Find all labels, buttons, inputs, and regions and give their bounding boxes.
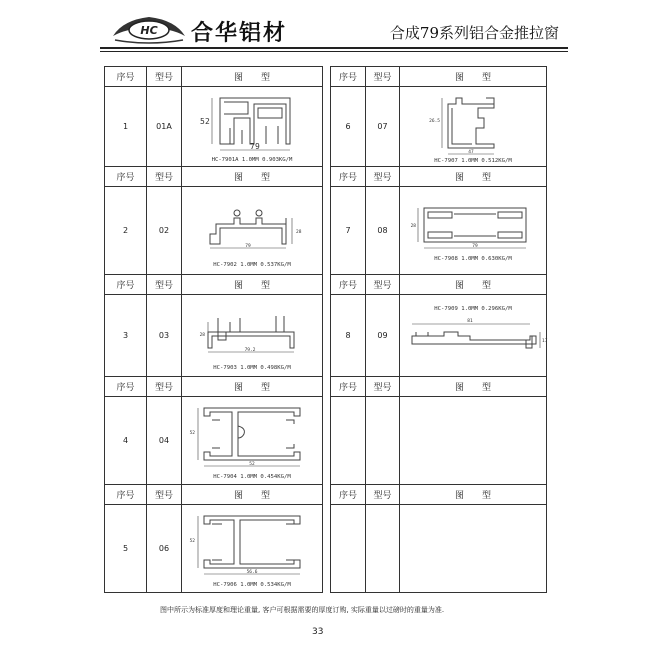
table-row — [105, 295, 323, 377]
header-row — [331, 485, 547, 505]
col-header-seq: 序号 — [105, 167, 147, 187]
col-header-model: 型号 — [366, 485, 400, 505]
height-dim: 28 — [199, 332, 205, 338]
logo-text: HC — [140, 24, 158, 37]
profile-caption: HC-7904 1.0MM 0.454KG/M — [213, 473, 291, 480]
table-row — [105, 87, 323, 167]
model-cell — [366, 397, 400, 485]
width-dim: 79 — [245, 243, 251, 249]
col-header-figure: 图 型 — [182, 167, 323, 187]
header-row — [331, 377, 547, 397]
table-row — [331, 87, 547, 167]
col-header-seq: 序号 — [105, 485, 147, 505]
width-dim: 81 — [467, 318, 473, 324]
profile-caption: HC-7909 1.0MM 0.296KG/M — [434, 305, 512, 312]
col-header-figure: 图 型 — [400, 275, 547, 295]
table-row — [331, 397, 547, 485]
profile-drawing — [182, 188, 322, 274]
col-header-figure: 图 型 — [400, 167, 547, 187]
profile-caption: HC-7903 1.0MM 0.498KG/M — [213, 364, 291, 371]
profile-caption: HC-7908 1.0MM 0.630KG/M — [434, 255, 512, 262]
col-header-figure: 图 型 — [182, 67, 323, 87]
profile-caption: HC-7902 1.0MM 0.537KG/M — [213, 261, 291, 268]
profile-drawing — [400, 188, 546, 274]
header-row — [105, 377, 323, 397]
col-header-figure: 图 型 — [182, 485, 323, 505]
model-cell: 02 — [147, 187, 182, 275]
col-header-seq: 序号 — [105, 377, 147, 397]
profile-drawing — [400, 88, 546, 166]
height-dim: 52 — [199, 116, 210, 126]
header-row — [331, 167, 547, 187]
col-header-model: 型号 — [366, 167, 400, 187]
header-rule — [100, 47, 568, 49]
table-row — [331, 295, 547, 377]
profile-drawing — [182, 506, 322, 592]
col-header-model: 型号 — [147, 485, 182, 505]
height-dim: 52 — [189, 430, 195, 436]
model-cell: 08 — [366, 187, 400, 275]
width-dim: 56.6 — [246, 569, 258, 575]
col-header-figure: 图 型 — [400, 377, 547, 397]
profile-figure-cell — [182, 187, 323, 275]
seq-cell: 5 — [105, 505, 147, 593]
seq-cell — [331, 397, 366, 485]
profile-figure-cell — [400, 87, 547, 167]
height-dim: 28 — [296, 229, 302, 235]
col-header-model: 型号 — [147, 377, 182, 397]
model-cell: 06 — [147, 505, 182, 593]
profile-drawing — [182, 88, 322, 166]
profile-figure-cell — [400, 505, 547, 593]
header-row — [105, 67, 323, 87]
col-header-seq: 序号 — [331, 67, 366, 87]
table-row — [105, 505, 323, 593]
footnote: 图中所示为标准厚度和理论重量, 客户可根据需要的厚度订购, 实际重量以过磅时的重量为准. — [160, 606, 445, 614]
profile-caption: HC-7906 1.0MM 0.534KG/M — [213, 581, 291, 588]
seq-cell — [331, 505, 366, 593]
seq-cell: 8 — [331, 295, 366, 377]
col-header-figure: 图 型 — [400, 485, 547, 505]
profile-figure-cell — [182, 505, 323, 593]
height-dim: 17 — [542, 338, 548, 344]
company-logo — [111, 14, 187, 44]
col-header-model: 型号 — [366, 67, 400, 87]
left-profile-table — [104, 66, 323, 593]
profile-caption: HC-7901A 1.0MM 0.903KG/M — [211, 156, 293, 163]
model-cell: 03 — [147, 295, 182, 377]
seq-cell: 3 — [105, 295, 147, 377]
col-header-figure: 图 型 — [400, 67, 547, 87]
width-dim: 79 — [472, 243, 478, 249]
header-rule-thin — [100, 51, 568, 52]
col-header-model: 型号 — [366, 377, 400, 397]
width-dim: 52 — [249, 461, 255, 467]
profile-figure-cell — [182, 397, 323, 485]
seq-cell: 2 — [105, 187, 147, 275]
model-cell: 09 — [366, 295, 400, 377]
table-row — [105, 397, 323, 485]
page-header — [89, 14, 569, 46]
profile-drawing — [182, 398, 322, 484]
table-row — [331, 187, 547, 275]
col-header-figure: 图 型 — [182, 275, 323, 295]
height-dim: 28 — [410, 223, 416, 229]
document-title: 合成79系列铝合金推拉窗 — [389, 24, 559, 42]
height-dim: 52 — [189, 538, 195, 544]
header-row — [105, 275, 323, 295]
col-header-model: 型号 — [147, 67, 182, 87]
model-cell: 01A — [147, 87, 182, 167]
col-header-seq: 序号 — [331, 485, 366, 505]
header-row — [105, 485, 323, 505]
width-dim: 47 — [468, 149, 474, 155]
width-dim: 79.2 — [244, 347, 256, 353]
col-header-seq: 序号 — [331, 275, 366, 295]
header-row — [331, 67, 547, 87]
profile-figure-cell — [182, 87, 323, 167]
profile-drawing — [400, 296, 546, 376]
profile-figure-cell — [182, 295, 323, 377]
height-dim: 26.5 — [429, 118, 440, 124]
header-row — [105, 167, 323, 187]
col-header-model: 型号 — [147, 275, 182, 295]
col-header-figure: 图 型 — [182, 377, 323, 397]
model-cell: 04 — [147, 397, 182, 485]
seq-cell: 4 — [105, 397, 147, 485]
seq-cell: 7 — [331, 187, 366, 275]
profile-drawing — [182, 296, 322, 376]
col-header-model: 型号 — [147, 167, 182, 187]
model-cell — [366, 505, 400, 593]
col-header-seq: 序号 — [331, 167, 366, 187]
profile-figure-cell — [400, 397, 547, 485]
header-row — [331, 275, 547, 295]
profile-caption: HC-7907 1.0MM 0.512KG/M — [434, 157, 512, 164]
profile-figure-cell — [400, 187, 547, 275]
page-number: 33 — [312, 627, 324, 637]
profile-figure-cell — [400, 295, 547, 377]
col-header-seq: 序号 — [331, 377, 366, 397]
table-row — [331, 505, 547, 593]
model-cell: 07 — [366, 87, 400, 167]
brand-name: 合华铝材 — [191, 20, 288, 46]
width-dim: 79 — [249, 141, 261, 151]
right-profile-table — [330, 66, 547, 593]
seq-cell: 6 — [331, 87, 366, 167]
col-header-seq: 序号 — [105, 67, 147, 87]
col-header-model: 型号 — [366, 275, 400, 295]
seq-cell: 1 — [105, 87, 147, 167]
col-header-seq: 序号 — [105, 275, 147, 295]
table-row — [105, 187, 323, 275]
